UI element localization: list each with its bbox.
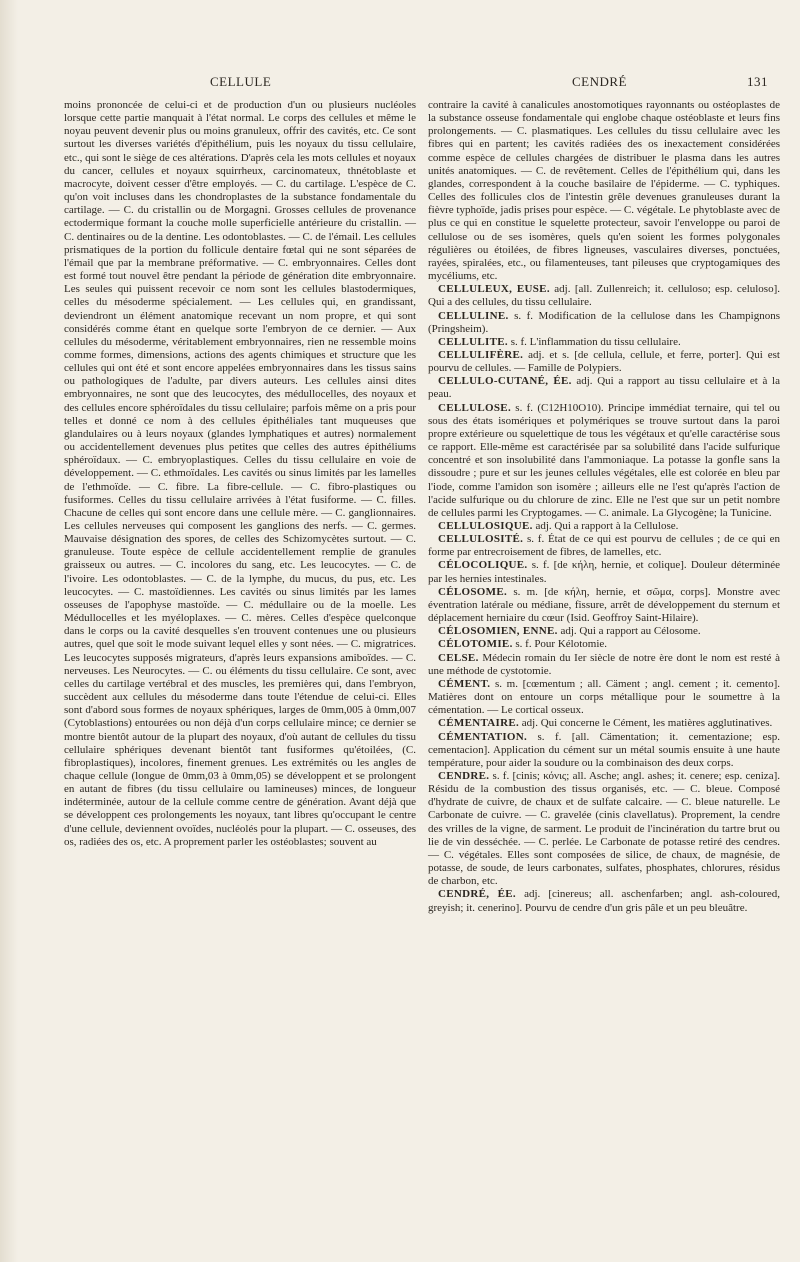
entry-headword: CELLULOSITÉ. bbox=[438, 533, 524, 546]
entry-headword: CENDRE. bbox=[438, 769, 490, 782]
entry-headword: CELSE. bbox=[438, 651, 479, 664]
entry-headword: CELLULINE. bbox=[438, 309, 509, 322]
entry-text: adj. Qui concerne le Cément, les matières agglutinatives. bbox=[521, 717, 773, 730]
entry-cellulose bbox=[428, 402, 780, 520]
entry-text: s. f. [all. Cämentation; it. cementazione; esp. cementacion]. Application du cément sur un métal soumis ensuite à une haute température, pour aider la soudure ou la combinaison des deux corps. bbox=[428, 730, 780, 769]
entry-headword: CÉLOSOMIEN, ENNE. bbox=[438, 625, 558, 638]
entry-text: adj. Qui a rapport à la Cellulose. bbox=[535, 520, 679, 532]
entry-text: adj. [all. Zullenreich; it. celluloso; esp. celuloso]. Qui a des cellules, du tissu cellulaire. bbox=[428, 283, 781, 309]
entry-headword: CELLULEUX, EUSE. bbox=[438, 283, 550, 296]
entry-cellulosite bbox=[428, 533, 780, 559]
entry-headword: CELLULO-CUTANÉ, ÉE. bbox=[438, 375, 572, 388]
entry-headword: CÉLOSOME. bbox=[438, 585, 508, 598]
entry-text: s. f. [de κήλη, hernie, et colique]. Douleur déterminée par les hernies intestinales. bbox=[428, 559, 780, 585]
entry-cendre bbox=[428, 770, 780, 888]
running-head bbox=[62, 74, 768, 92]
entry-text: adj. [cinereus; all. aschenfarben; angl. ash-coloured, greyish; it. cenerino]. Pourvu de cendre d'un gris pâle et un peu bleuâtre. bbox=[428, 888, 780, 914]
entry-cellulite bbox=[428, 336, 780, 349]
running-head-left: CELLULE bbox=[210, 74, 272, 89]
entry-headword: CELLULOSE. bbox=[438, 401, 511, 414]
entry-cement bbox=[428, 678, 780, 717]
entry-celluline bbox=[428, 310, 780, 336]
page-number: 131 bbox=[747, 74, 768, 89]
entry-text: s. f. (C12H10O10). Principe immédiat ternaire, qui tel ou sous des états isomériques et polymériques se trouve surtout dans la paroi propre extérieure ou squelettique de tous les végétaux et qu'elle caractérise sous ce rapport. Elle-même est caractérisée par sa solubilité dans l'acide sulfurique concentré et son insolubilité dans l'ammoniaque. La potasse la gonfle sans la dissoudre ; pure et sur les jeunes cellules végétales, elle est colorée en bleu par l'iode, comme l'amidon son isomère ; ailleurs elle ne l'est qu'après l'action de l'acide sulfurique ou du chlorure de zinc. Elle ne l'est que sur un petit nombre de cellules parmi les Cryptogames. — C. animale. La Glycogène; la Tunicine. bbox=[428, 401, 780, 519]
running-head-right: CENDRÉ bbox=[572, 74, 627, 89]
entry-celosomien bbox=[428, 625, 780, 638]
entry-headword: CENDRÉ, ÉE. bbox=[438, 888, 516, 901]
entry-headword: CÉMENTAIRE. bbox=[438, 717, 520, 730]
left-column-text: moins prononcée de celui-ci et de production d'un ou plusieurs nucléoles lorsque cette partie manquait à l'état normal. Le corps des cellules et même le noyau peuvent devenir plus ou moins granuleux, offrir des cavités, etc. Ce sont surtout les diverses variétés d'épithélium, puis les noyaux du tissu cellulaire, etc., qui sont le siège de ces altérations. D'après cela les mots cellules et noyaux du cancer, cellules et noyaux squirrheux, carcinomateux, thnétoblaste et macrocyte, doivent cesser d'être employés. — C. du cartilage. L'espèce de C. qu'on voit incluses dans les chondroplastes de la substance fondamentale du cartilage. — C. du cristallin ou de Morgagni. Grosses cellules de provenance ectodermique formant la couche molle superficielle antérieure du cristallin. — C. dentinaires ou de la dentine. Les odontoblastes. — C. de l'émail. Les cellules prismatiques de la portion du follicule dentaire fœtal qui ne sont séparées de l'émail que par la membrane préformative. — C. embryonnaires. Celles dont est formé tout nouvel être pendant la période de génération dite embryonnaire. Les seules qui puissent recevoir ce nom sont les cellules blastodermiques, celles du mésoderme spécialement. — Les cellules qui, en grandissant, deviendront un élément anatomique recevant un nom propre, et qui sont considérés comme étant en quelque sorte l'embryon de ce dernier. — Aux cellules du mésoderme, véritablement embryonnaires, rien ne ressemble moins comme formes, dimensions, actions des agents chimiques et structure que les cellules qui ont été et sont encore appelées embryonnaires dans les tissus sains ou pathologiques de l'adulte, par divers auteurs. Les cellules ainsi dites embryonnaires, ne sont que des leucocytes, des médullocelles, des noyaux et des cellules encore sphéroïdales du tissu cellulaire; parfois même on a pris pour telles et donné ce nom à des cellules épithéliales tant muqueuses que glandulaires ou à leurs noyaux (glandes lymphatiques et autres) normalement ou accidentellement devenues plus petites que celles des autres épithéliums sphéroïdaux. — C. embryoplastiques. Celles du tissu cellulaire en voie de développement. — C. ethmoïdales. Les cavités ou sinus limités par les lamelles de l'ethmoïde. — C. fibre. La fibre-cellule. — C. fibro-plastiques ou fusiformes. Celles du tissu cellulaire arrivées à l'état fusiforme. — C. filles. Chacune de celles qui sont encore dans une cellule mère. — C. ganglionnaires. Les cellules nerveuses qui composent les ganglions des nerfs. — C. germes. Mauvaise désignation des spores, de celles des Schizomycètes surtout. — C. granuleuse. Toute espèce de cellule accidentellement remplie de granules graisseux ou autres. — C. incolores du sang, etc. Les leucocytes. — C. de l'ivoire. Les odontoblastes. — C. de la lymphe, du mucus, du pus, etc. Les leucocytes. — C. mastoïdiennes. Les cavités ou sinus limités par les lames osseuses de l'apophyse mastoïde. — C. médullaire ou de la moelle. Les Médullocelles et les myéloplaxes. — C. mères. Celles d'espèce quelconque dans le corps ou la cavité desquelles s'en trouvent contenues une ou plusieurs autres, quel que soit le mode suivant lequel elles y sont nées. — C. migratrices. Les leucocytes supposés migrateurs, d'après leurs expansions amiboïdes. — C. nerveuses. Les Neurocytes. — C. ou éléments du tissu cellulaire. Ce sont, avec celles du cartilage vertébral et des muscles, les premières qui, dans l'embryon, succèdent aux cellules du mésoderme dans toute l'étendue de celui-ci. Elles sont d'abord sous formes de noyaux sphériques, larges de 0mm,005 à 0mm,007 (Cytoblastions) entourées ou non déjà d'un corps cellulaire mince; ce dernier se montre bientôt autour de la plupart des noyaux, d'où autant de cellules du tissu cellulaire sphériques devenant bientôt tant fusiformes qu'étoilées, (C. fibroplastiques), incolores, finement grenues. Les extrémités ou les angles de chaque cellule (longue de 0mm,03 à 0mm,05) se développent et se prolongent en autant de fibres (du tissu cellulaire ou lamineuses) minces, de longueur indéterminée, autour de la cellule comme centre de génération. Avant déjà que se développent ces prolongements les noyaux, tant libres qu'occupant le centre d'une cellule, deviennent ovoïdes, nucléolés pour la plupart. — C. osseuses, des os, radiées des os, etc. A proprement parler les ostéoblastes; souvent au bbox=[64, 99, 416, 848]
entry-headword: CÉMENT. bbox=[438, 677, 491, 690]
right-column bbox=[428, 99, 780, 915]
entry-cementation bbox=[428, 731, 780, 770]
entry-text: Médecin romain du Ier siècle de notre ère dont le nom est resté à une méthode de cystotomie. bbox=[428, 651, 781, 677]
entry-text: adj. Qui a rapport au tissu cellulaire et à la peau. bbox=[428, 375, 780, 401]
entry-headword: CÉLOTOMIE. bbox=[438, 638, 513, 651]
entry-celse bbox=[428, 652, 780, 678]
entry-text: s. f. État de ce qui est pourvu de cellules ; de ce qui en forme par entrecroisement de fibres, de lamelles, etc. bbox=[428, 533, 780, 559]
entry-text: s. f. Modification de la cellulose dans les Champignons (Pringsheim). bbox=[428, 309, 781, 335]
entry-cendre-adj bbox=[428, 888, 780, 914]
entry-text: adj. et s. [de cellula, cellule, et ferre, porter]. Qui est pourvu de cellules. — Famille de Polypiers. bbox=[428, 348, 780, 375]
entry-cementaire bbox=[428, 717, 780, 730]
entry-headword: CÉMENTATION. bbox=[438, 730, 528, 743]
entry-text: s. m. [de κήλη, hernie, et σῶμα, corps]. Monstre avec éventration latérale ou médiane, fissure, arrêt de développement du sternum et déplacement herniaire du cœur (Isid. Geoffroy Saint-Hilaire). bbox=[428, 585, 780, 625]
entry-text: s. f. Pour Kélotomie. bbox=[515, 638, 608, 651]
entry-cellulosique bbox=[428, 520, 780, 533]
entry-celocolique bbox=[428, 559, 780, 585]
entry-continuation bbox=[428, 99, 780, 283]
entry-headword: CÉLOCOLIQUE. bbox=[438, 559, 528, 572]
entry-cellulifere bbox=[428, 349, 780, 375]
entry-headword: CELLULOSIQUE. bbox=[438, 520, 533, 532]
entry-cellulo-cutane bbox=[428, 375, 780, 401]
entry-text: contraire la cavité à canalicules anostomotiques rayonnants ou ostéoplastes de la substance osseuse fondamentale qui englobe chaque ostéoblaste et leurs fins prolongements. — C. plasmatiques. Les cellules du tissu cellulaire avec les fibres qui en partent; les cavités radiées des os inexactement considérées comme espèce de cellules chargées de distribuer le plasma dans les autres unités anatomiques. — C. de revêtement. Celles de l'épithélium qui, dans les glandes, correspondent à la couche basilaire de l'épiderme. — C. typhiques. Celles des follicules clos de l'intestin grêle devenues granuleuses durant la fièvre typhoïde, jadis prises pour espèce. — C. végétale. Le phytoblaste avec de plus ce qui en constitue le squelette protecteur, savoir l'enveloppe ou paroi de cellulose ou de ses isomères, quels qu'en soient les formes polygonales régulières ou étoilées, de fibres ligneuses, vasculaires diverses, ponctuées, rayées, spiralées, etc., ou filamenteuses, tant pileuses que cryptogamiques des mycéliums, etc. bbox=[428, 99, 780, 283]
entry-celluleux bbox=[428, 283, 780, 309]
entry-celosome bbox=[428, 586, 780, 625]
entry-headword: CELLULITE. bbox=[438, 335, 508, 348]
entry-text: adj. Qui a rapport au Célosome. bbox=[560, 625, 701, 638]
entry-text: s. m. [cœmentum ; all. Cäment ; angl. cement ; it. cemento]. Matières dont on entoure un corps métallique pour le soumettre à la cémentation. — Le cortical osseux. bbox=[428, 677, 780, 717]
left-column bbox=[64, 99, 416, 849]
entry-text: s. f. [cinis; κόνις; all. Asche; angl. ashes; it. cenere; esp. ceniza]. Résidu de la combustion des tissus organisés, etc. — C. bleue. Composé d'hydrate de cuivre, de chaux et de sulfate calcaire. — C. bleue naturelle. Le Carbonate de cuivre. — C. gravelée (cinis clavellatus). Proprement, la cendre des vrilles de la vigne, de sarment. Le produit de l'incinération du tartre brut ou lie de vin desséchée. — C. perlée. Le Carbonate de potasse retiré des cendres. — C. végétales. Elles sont composées de silice, de chaux, de magnésie, de potasse, de soude, de leurs carbonates, sulfates, phosphates, chlorures, résidus de charbon, etc. bbox=[428, 769, 780, 888]
page-fold-shadow bbox=[0, 0, 18, 1262]
entry-headword: CELLULIFÈRE. bbox=[438, 348, 524, 361]
entry-celotomie bbox=[428, 638, 780, 651]
entry-text: s. f. L'inflammation du tissu cellulaire. bbox=[510, 335, 681, 348]
